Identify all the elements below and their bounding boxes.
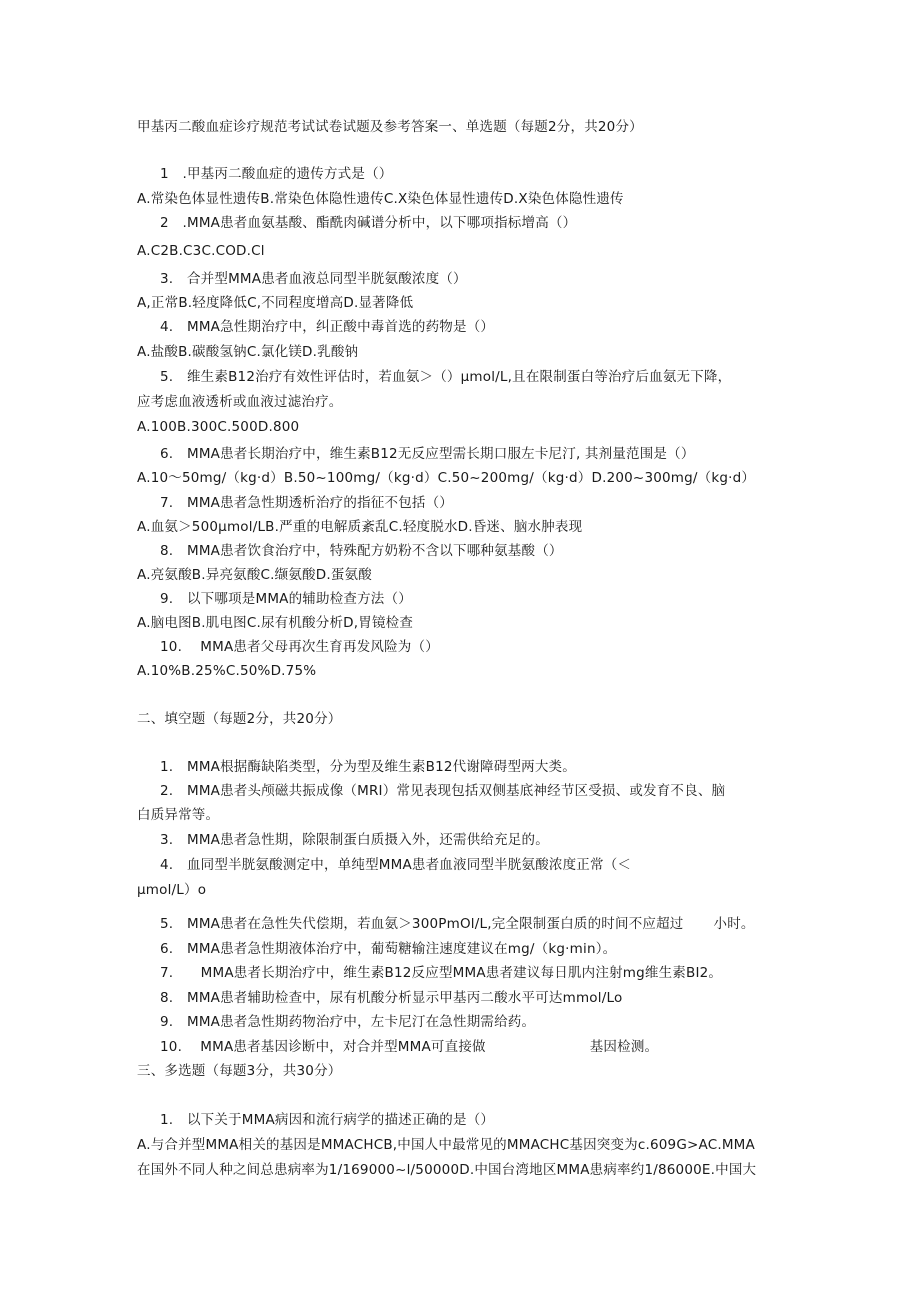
mc-options-1: A.与合并型MMA相关的基因是MMACHCB,中国人中最常见的MMACHC基因突变为c.609G>AC.MMA: [137, 1137, 755, 1153]
sc-question-10: 10. MMA患者父母再次生育再发风险为（）: [160, 639, 439, 655]
fill-question-10-text: 10. MMA患者基因诊断中，对合并型MMA可直接做: [160, 1039, 486, 1055]
sc-options-5: A.100B.300C.500D.800: [137, 419, 300, 435]
sc-options-9: A.脑电图B.肌电图C.尿有机酸分析D,胃镜检查: [137, 615, 414, 631]
fill-question-6: 6. MMA患者急性期液体治疗中，葡萄糖输注速度建议在mg∕（kg·min）。: [160, 941, 617, 957]
sc-question-8: 8. MMA患者饮食治疗中，特殊配方奶粉不含以下哪种氨基酸（）: [160, 543, 563, 559]
mc-options-1-cont: 在国外不同人种之间总患病率为1/169000~l∕50000D.中国台湾地区MMA患病率约1/86000E.中国大: [137, 1162, 757, 1178]
sc-question-3: 3. 合并型MMA患者血液总同型半胱氨酸浓度（）: [160, 271, 467, 287]
fill-section-title: 二、填空题（每题2分，共20分）: [137, 711, 342, 727]
fill-question-3: 3. MMA患者急性期，除限制蛋白质摄入外，还需供给充足的。: [160, 832, 549, 848]
fill-question-5: [160, 915, 755, 933]
fill-question-9: 9. MMA患者急性期药物治疗中，左卡尼汀在急性期需给药。: [160, 1014, 536, 1030]
sc-options-6: A.10～50mg∕（kg·d）B.50~100mg∕（kg·d）C.50~200mg∕（kg·d）D.200~300mg∕（kg·d）: [137, 470, 756, 486]
sc-question-7: 7. MMA患者急性期透析治疗的指征不包括（）: [160, 495, 454, 511]
fill-question-2-cont: 白质异常等。: [137, 807, 220, 823]
sc-question-4: 4. MMA急性期治疗中，纠正酸中毒首选的药物是（）: [160, 319, 495, 335]
fill-question-7: 7. MMA患者长期治疗中，维生素B12反应型MMA患者建议每日肌内注射mg维生素BI2。: [160, 965, 723, 981]
fill-question-10-end: 基因检测。: [589, 1039, 659, 1055]
sc-question-5: 5. 维生素B12治疗有效性评估时，若血氨＞（）μmol∕L,且在限制蛋白等治疗后血氨无下降，: [160, 369, 732, 385]
document-title: 甲基丙二酸血症诊疗规范考试试卷试题及参考答案一、单选题（每题2分，共20分）: [137, 119, 643, 135]
sc-question-1: 1 .甲基丙二酸血症的遗传方式是（）: [160, 166, 393, 182]
fill-question-5-unit: 小时。: [713, 916, 755, 932]
sc-question-2: 2 .MMA患者血氨基酸、酯酰肉碱谱分析中，以下哪项指标增高（）: [160, 215, 577, 231]
sc-options-4: A.盐酸B.碳酸氢钠C.氯化镁D.乳酸钠: [137, 344, 359, 360]
mc-question-1: 1. 以下关于MMA病因和流行病学的描述正确的是（）: [160, 1112, 495, 1128]
sc-question-5-cont: 应考虑血液透析或血液过滤治疗。: [137, 394, 343, 410]
sc-options-10: A.10%B.25%C.50%D.75%: [137, 663, 317, 679]
sc-options-2: A.C2B.C3C.COD.Cl: [137, 243, 265, 259]
sc-question-9: 9. 以下哪项是MMA的辅助检查方法（）: [160, 591, 412, 607]
fill-question-2: 2. MMA患者头颅磁共振成像（MRI）常见表现包括双侧基底神经节区受损、或发育不良、脑: [160, 783, 726, 799]
fill-question-1: 1. MMA根据酶缺陷类型，分为型及维生素B12代谢障碍型两大类。: [160, 759, 576, 775]
sc-options-1: A.常染色体显性遗传B.常染色体隐性遗传C.X染色体显性遗传D.X染色体隐性遗传: [137, 191, 624, 207]
fill-question-10: [160, 1038, 658, 1056]
sc-question-6: 6. MMA患者长期治疗中，维生素B12无反应型需长期口服左卡尼汀, 其剂量范围是（）: [160, 446, 695, 462]
fill-question-8: 8. MMA患者辅助检查中，尿有机酸分析显示甲基丙二酸水平可达mmol/Lo: [160, 990, 623, 1006]
sc-options-3: A,正常B.轻度降低C,不同程度增高D.显著降低: [137, 295, 414, 311]
multi-section-title: 三、多选题（每题3分，共30分）: [137, 1063, 342, 1079]
fill-question-5-text: 5. MMA患者在急性失代偿期，若血氨＞300PmOl/L,完全限制蛋白质的时间不应超过: [160, 916, 684, 932]
fill-question-4-cont: μmol∕L）o: [137, 882, 207, 898]
sc-options-8: A.亮氨酸B.异亮氨酸C.缬氨酸D.蛋氨酸: [137, 567, 372, 583]
fill-question-4: 4. 血同型半胱氨酸测定中，单纯型MMA患者血液同型半胱氨酸浓度正常（＜: [160, 857, 632, 873]
sc-options-7: A.血氨＞500μmol∕LB.严重的电解质紊乱C.轻度脱水D.昏迷、脑水肿表现: [137, 519, 583, 535]
